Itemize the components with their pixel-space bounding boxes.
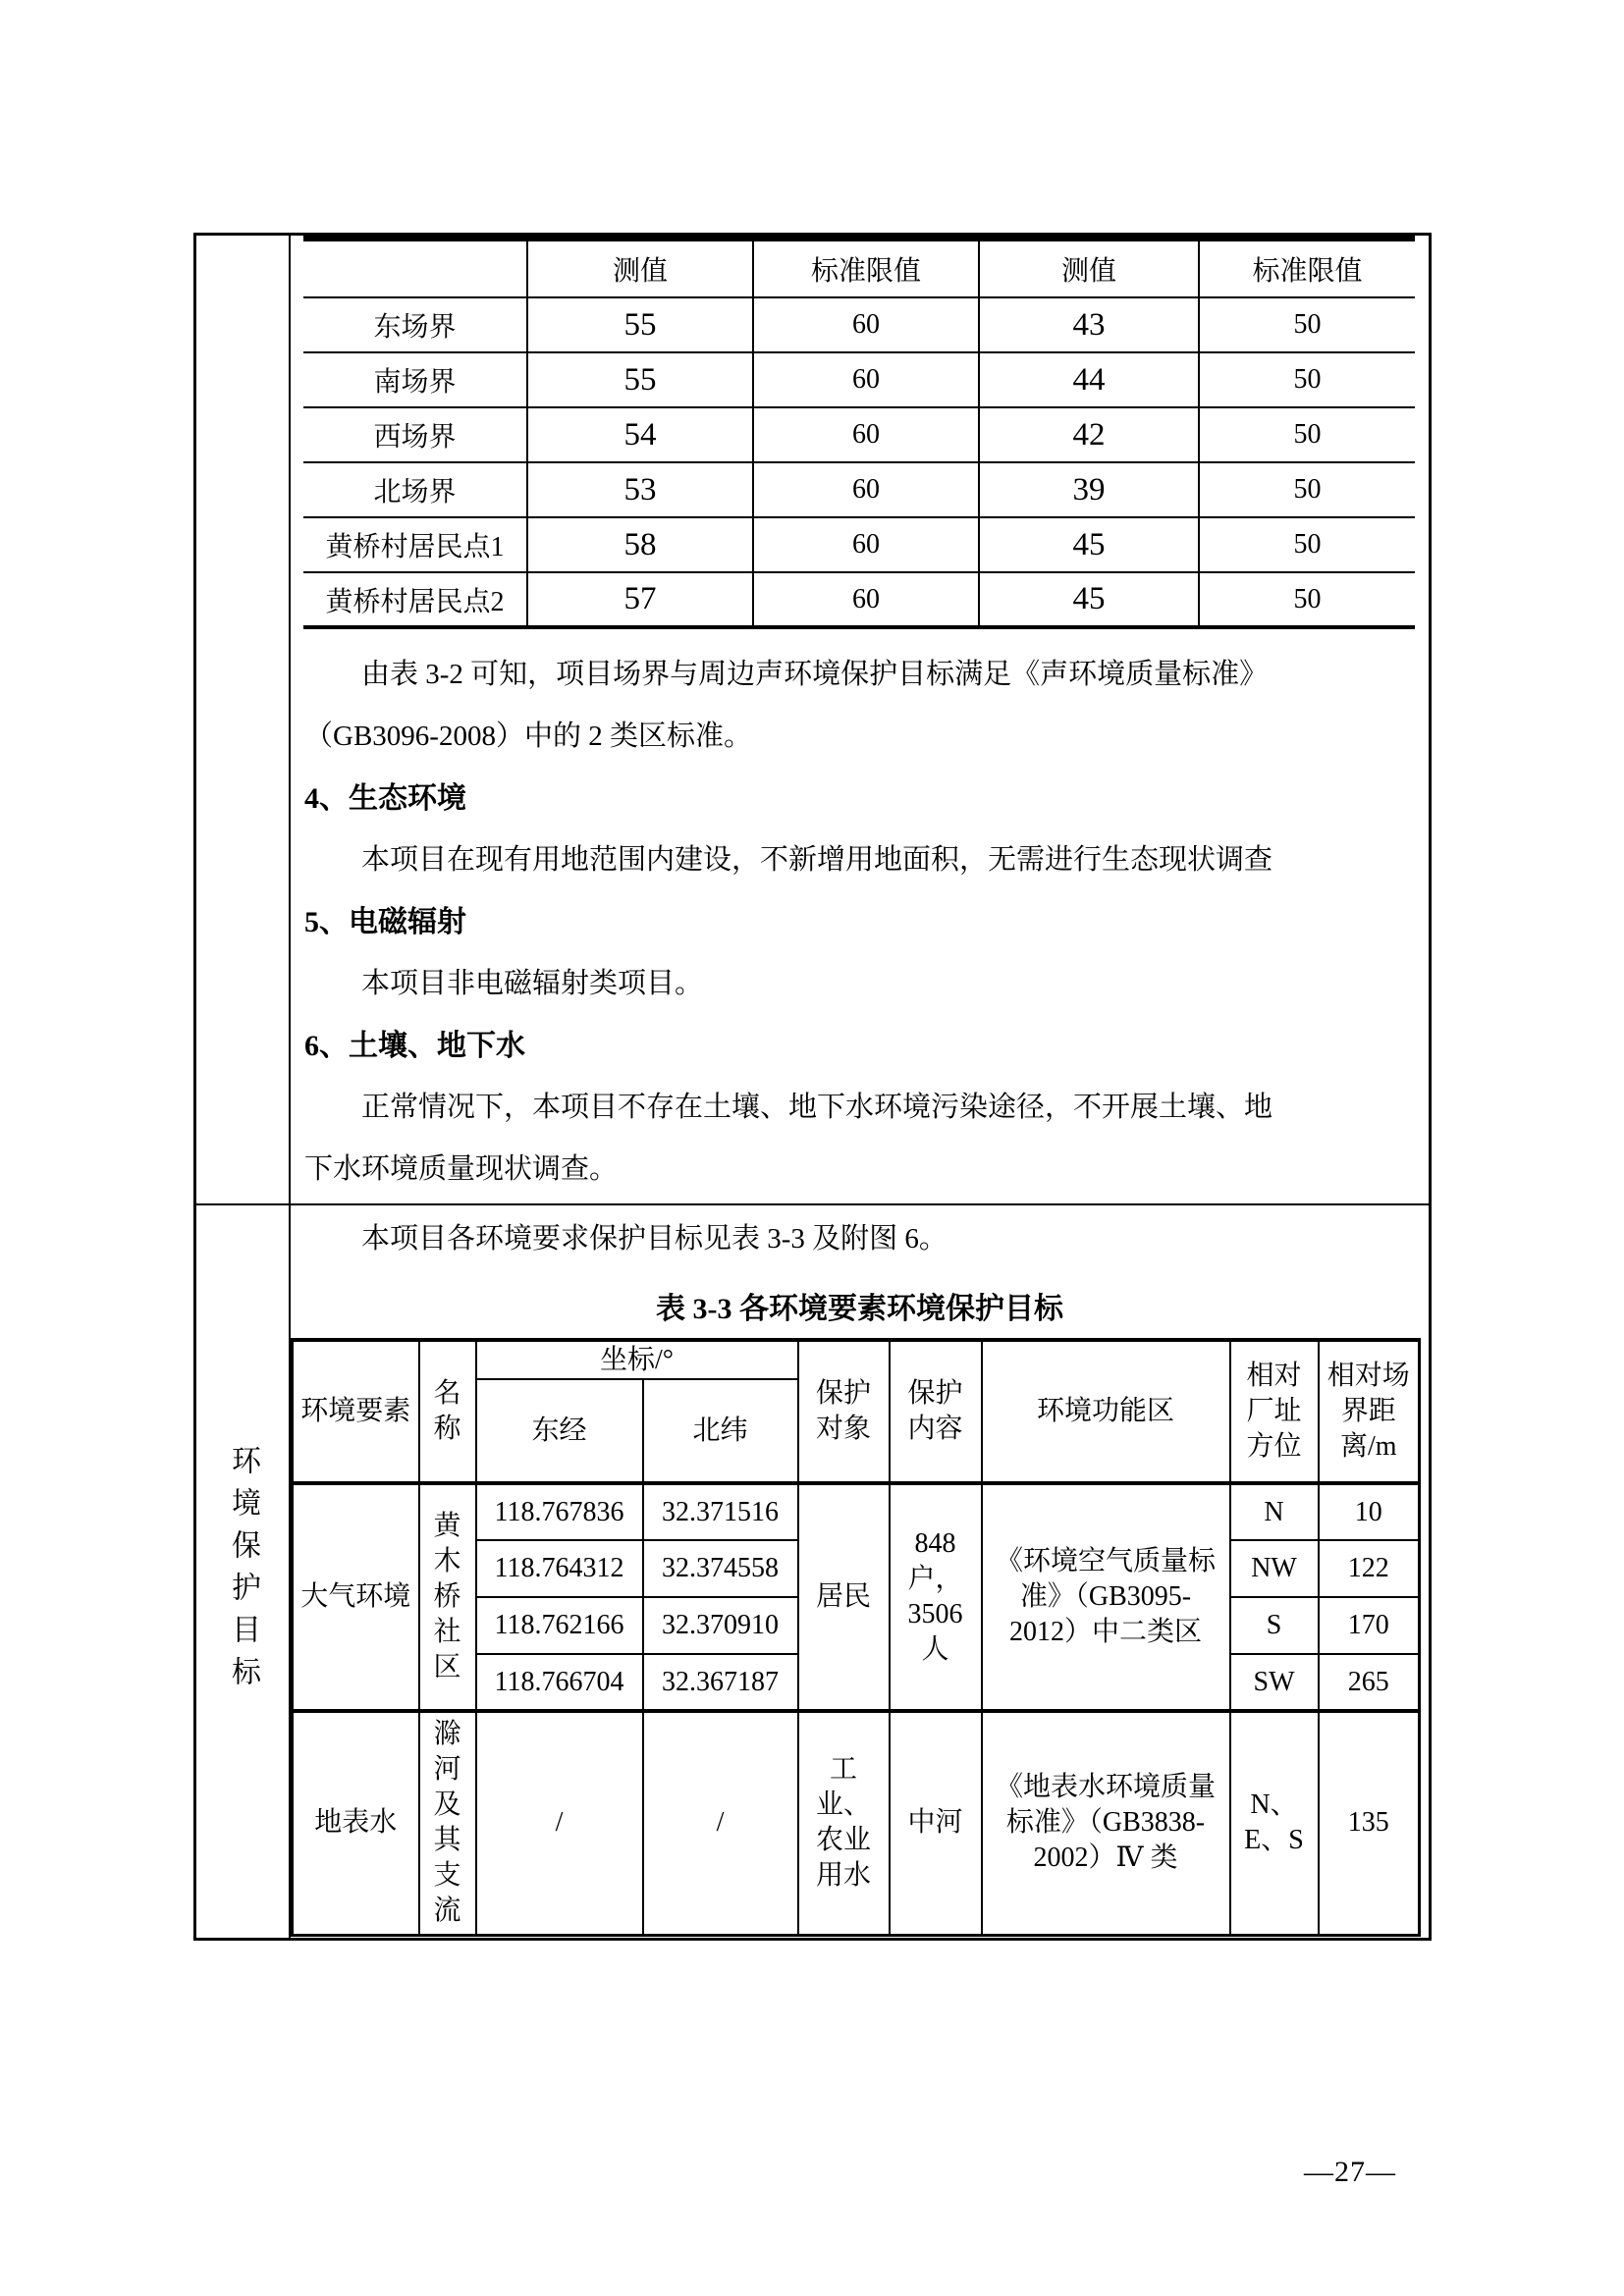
heading-ecology: 4、生态环境 — [304, 782, 466, 815]
header-environment-element: 环境要素 — [293, 1340, 419, 1483]
air-point-east: 118.762166 — [476, 1597, 643, 1654]
noise-monitoring-table — [303, 236, 1415, 629]
air-name-cell: 黄木桥社区 — [419, 1483, 476, 1711]
noise-row-label: 南场界 — [303, 352, 527, 407]
paragraph-ecology: 本项目在现有用地范围内建设，不新增用地面积，无需进行生态现状调查 — [361, 844, 1273, 876]
air-point-distance: 10 — [1319, 1483, 1420, 1540]
noise-measured-value: 45 — [979, 517, 1199, 572]
header-east-longitude: 东经 — [476, 1379, 643, 1483]
content-frame — [193, 233, 1432, 1941]
noise-table-header-row — [303, 239, 1415, 297]
sidebar-cell-protection-targets — [196, 1205, 289, 1938]
noise-measured-value: 53 — [527, 462, 753, 517]
paragraph-soil-line1: 正常情况下，本项目不存在土壤、地下水环境污染途径，不开展土壤、地 — [361, 1092, 1273, 1123]
noise-row-label: 黄桥村居民点2 — [303, 572, 527, 627]
air-point-north: 32.367187 — [643, 1654, 798, 1711]
noise-table-row — [303, 352, 1415, 407]
sidebar-section-label: 环境保护目标 — [227, 1445, 259, 1698]
paragraph-noise-conclusion-line1: 由表 3-2 可知，项目场界与周边声环境保护目标满足《声环境质量标准》 — [361, 659, 1269, 690]
body-text-block — [304, 644, 1412, 1201]
noise-limit-value: 60 — [753, 572, 979, 627]
noise-measured-value: 39 — [979, 462, 1199, 517]
air-point-direction: NW — [1230, 1540, 1319, 1597]
header-relative-distance: 相对场界距离/m — [1319, 1340, 1420, 1483]
noise-row-label: 东场界 — [303, 297, 527, 352]
noise-limit-value: 50 — [1199, 297, 1415, 352]
sidebar-cell-empty — [196, 236, 289, 1205]
protection-table-title: 表 3-3 各环境要素环境保护目标 — [656, 1293, 1063, 1325]
noise-limit-value: 60 — [753, 352, 979, 407]
header-north-latitude: 北纬 — [643, 1379, 798, 1483]
noise-limit-value: 60 — [753, 517, 979, 572]
noise-row-label: 黄桥村居民点1 — [303, 517, 527, 572]
air-point-direction: SW — [1230, 1654, 1319, 1711]
noise-limit-value: 60 — [753, 407, 979, 462]
noise-measured-value: 43 — [979, 297, 1199, 352]
paragraph-electromagnetic: 本项目非电磁辐射类项目。 — [361, 968, 704, 999]
water-distance-cell: 135 — [1319, 1711, 1420, 1935]
header-coordinates: 坐标/° — [476, 1340, 798, 1379]
protection-header-row-1 — [293, 1340, 1420, 1379]
noise-measured-value: 55 — [527, 297, 753, 352]
noise-measured-value: 54 — [527, 407, 753, 462]
noise-limit-value: 50 — [1199, 572, 1415, 627]
air-point-direction: N — [1230, 1483, 1319, 1540]
water-name-cell: 滁河及其支流 — [419, 1711, 476, 1935]
water-element-cell: 地表水 — [293, 1711, 419, 1935]
noise-measured-value: 44 — [979, 352, 1199, 407]
water-north-cell: / — [643, 1711, 798, 1935]
water-east-cell: / — [476, 1711, 643, 1935]
noise-table-row — [303, 407, 1415, 462]
noise-measured-value: 58 — [527, 517, 753, 572]
water-object-cell: 工业、农业用水 — [798, 1711, 890, 1935]
left-margin-column — [196, 236, 291, 1938]
air-environment-row — [293, 1483, 1420, 1540]
noise-table-row — [303, 297, 1415, 352]
air-point-distance: 122 — [1319, 1540, 1420, 1597]
noise-row-label: 西场界 — [303, 407, 527, 462]
header-environment-function-zone: 环境功能区 — [982, 1340, 1230, 1483]
noise-header-limit-night: 标准限值 — [1199, 239, 1415, 297]
air-point-east: 118.764312 — [476, 1540, 643, 1597]
section-noise-and-text — [291, 236, 1429, 1205]
air-point-distance: 170 — [1319, 1597, 1420, 1654]
noise-limit-value: 50 — [1199, 407, 1415, 462]
air-point-direction: S — [1230, 1597, 1319, 1654]
noise-limit-value: 50 — [1199, 517, 1415, 572]
noise-table-row — [303, 517, 1415, 572]
section-protection-targets — [291, 1205, 1429, 1938]
paragraph-protection-intro: 本项目各环境要求保护目标见表 3-3 及附图 6。 — [361, 1223, 947, 1255]
water-zone-cell: 《地表水环境质量标准》（GB3838-2002）Ⅳ 类 — [982, 1711, 1230, 1935]
air-element-cell: 大气环境 — [293, 1483, 419, 1711]
noise-row-label: 北场界 — [303, 462, 527, 517]
noise-measured-value: 45 — [979, 572, 1199, 627]
noise-header-measured-night: 测值 — [979, 239, 1199, 297]
noise-measured-value: 42 — [979, 407, 1199, 462]
noise-header-measured-day: 测值 — [527, 239, 753, 297]
noise-limit-value: 50 — [1199, 352, 1415, 407]
protection-target-table — [291, 1338, 1421, 1937]
air-zone-cell: 《环境空气质量标准》（GB3095-2012）中二类区 — [982, 1483, 1230, 1711]
air-point-north: 32.371516 — [643, 1483, 798, 1540]
noise-limit-value: 60 — [753, 297, 979, 352]
air-point-north: 32.370910 — [643, 1597, 798, 1654]
paragraph-noise-conclusion-line2: （GB3096-2008）中的 2 类区标准。 — [304, 721, 752, 752]
content-column — [291, 236, 1429, 1938]
air-content-cell: 848户，3506人 — [890, 1483, 982, 1711]
surface-water-row — [293, 1711, 1420, 1935]
heading-electromagnetic: 5、电磁辐射 — [304, 906, 466, 938]
noise-measured-value: 57 — [527, 572, 753, 627]
air-point-east: 118.767836 — [476, 1483, 643, 1540]
water-direction-cell: N、E、S — [1230, 1711, 1319, 1935]
header-protected-object: 保护对象 — [798, 1340, 890, 1483]
noise-limit-value: 50 — [1199, 462, 1415, 517]
air-point-north: 32.374558 — [643, 1540, 798, 1597]
noise-header-empty-cell — [303, 239, 527, 297]
noise-limit-value: 60 — [753, 462, 979, 517]
noise-measured-value: 55 — [527, 352, 753, 407]
page-number: —27— — [1304, 2156, 1396, 2188]
water-content-cell: 中河 — [890, 1711, 982, 1935]
noise-header-limit-day: 标准限值 — [753, 239, 979, 297]
noise-table-row — [303, 462, 1415, 517]
header-name: 名称 — [419, 1340, 476, 1483]
header-protected-content: 保护内容 — [890, 1340, 982, 1483]
noise-table-row — [303, 572, 1415, 627]
air-point-east: 118.766704 — [476, 1654, 643, 1711]
heading-soil-groundwater: 6、土壤、地下水 — [304, 1030, 525, 1062]
air-object-cell: 居民 — [798, 1483, 890, 1711]
header-relative-direction: 相对厂址方位 — [1230, 1340, 1319, 1483]
air-point-distance: 265 — [1319, 1654, 1420, 1711]
paragraph-soil-line2: 下水环境质量现状调查。 — [304, 1153, 619, 1185]
